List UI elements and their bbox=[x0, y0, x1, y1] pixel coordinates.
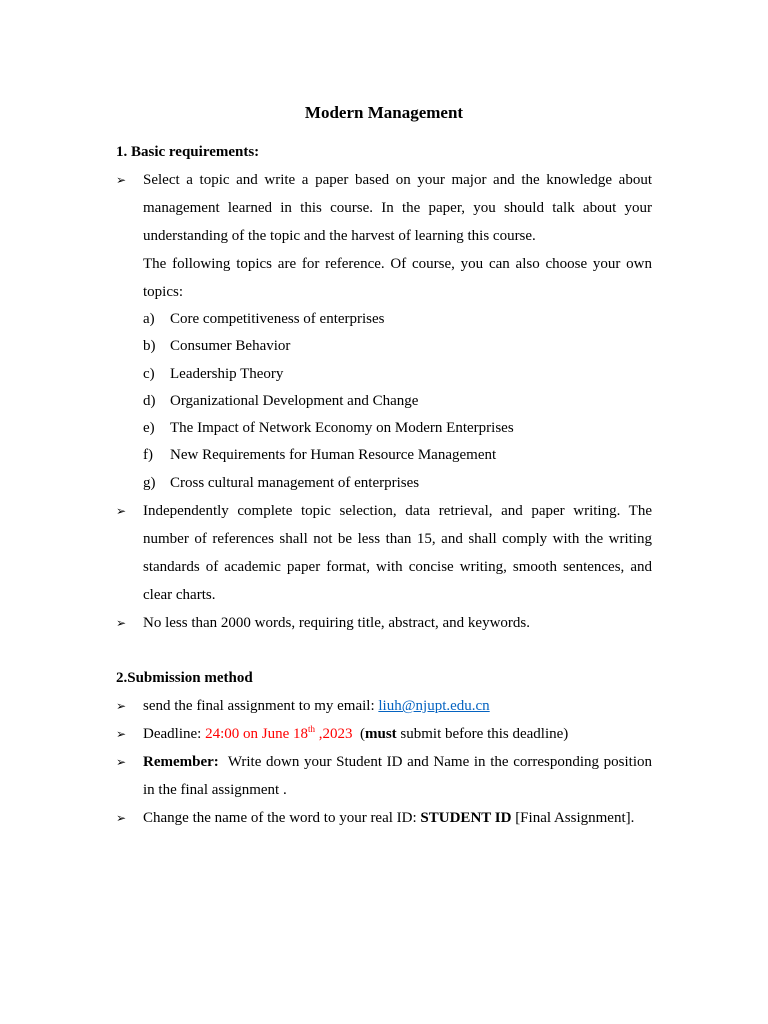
page-title: Modern Management bbox=[304, 103, 464, 122]
remember-text: Write down your Student ID and Name in the corresponding position in the final assignment . bbox=[143, 754, 656, 799]
arrow-bullet-icon: ➢ bbox=[116, 727, 127, 742]
list-item-label: Core competitiveness of enterprises bbox=[170, 311, 385, 327]
topic-list bbox=[143, 306, 652, 497]
arrow-bullet-icon: ➢ bbox=[116, 699, 127, 714]
bullet-item-independent bbox=[116, 497, 652, 609]
arrow-bullet-icon: ➢ bbox=[116, 616, 127, 631]
list-marker: a) bbox=[143, 311, 155, 327]
list-item bbox=[143, 361, 652, 388]
deadline-must: must bbox=[365, 726, 397, 743]
bullet-text bbox=[143, 748, 656, 804]
bullet-text: No less than 2000 words, requiring title, abstract, and keywords. bbox=[143, 615, 531, 632]
bullet-item-remember bbox=[116, 748, 656, 804]
deadline-value: 24:00 on June 18 bbox=[205, 726, 308, 743]
arrow-bullet-icon: ➢ bbox=[116, 755, 127, 770]
arrow-bullet-icon: ➢ bbox=[116, 504, 127, 519]
deadline-year: ,2023 bbox=[315, 726, 353, 743]
bullet-item-deadline bbox=[116, 720, 652, 748]
bullet-item-word-count bbox=[116, 609, 652, 637]
section-spacer bbox=[116, 637, 652, 664]
list-item bbox=[143, 333, 652, 360]
list-marker: f) bbox=[143, 447, 153, 464]
list-item-label: Organizational Development and Change bbox=[170, 392, 419, 409]
list-marker: d) bbox=[143, 392, 156, 409]
list-item-label: Consumer Behavior bbox=[170, 338, 291, 355]
list-marker: c) bbox=[143, 365, 155, 382]
list-marker: e) bbox=[143, 420, 155, 437]
bullet-item-rename bbox=[116, 804, 652, 832]
section-heading-basic-requirements: 1. Basic requirements: bbox=[116, 144, 260, 160]
list-item bbox=[143, 388, 652, 415]
rename-bold: STUDENT ID bbox=[420, 810, 512, 827]
bullet-text bbox=[143, 804, 652, 832]
list-marker: g) bbox=[143, 474, 156, 491]
deadline-label: Deadline: bbox=[143, 726, 206, 743]
email-link[interactable]: liuh@njupt.edu.cn bbox=[378, 698, 490, 715]
deadline-note-open: ( bbox=[352, 726, 365, 743]
bullet-text: Select a topic and write a paper based on your major and the knowledge about management learned in this course. In the paper, you should talk about your understanding of the topic and the harvest of learning this course. bbox=[143, 172, 652, 244]
section-heading-submission-method: 2.Submission method bbox=[116, 670, 253, 687]
list-item bbox=[143, 306, 652, 333]
bullet-item-topic bbox=[116, 166, 652, 497]
arrow-bullet-icon: ➢ bbox=[116, 173, 127, 187]
deadline-note: submit before this deadline) bbox=[396, 726, 569, 743]
list-item-label: New Requirements for Human Resource Management bbox=[170, 447, 497, 464]
rename-prefix: Change the name of the word to your real ID: bbox=[143, 810, 421, 827]
document-body bbox=[116, 138, 656, 832]
bullet-text: Independently complete topic selection, data retrieval, and paper writing. The number of references shall not be less than 15, and shall comply with the writing standards of academic paper format, with concise writing, smooth sentences, and clear charts. bbox=[143, 503, 652, 604]
reference-text: The following topics are for reference. Of course, you can also choose your own topics: bbox=[143, 256, 652, 300]
list-item bbox=[143, 470, 652, 497]
remember-label: Remember: bbox=[143, 754, 219, 771]
bullet-item-email bbox=[116, 692, 652, 720]
arrow-bullet-icon: ➢ bbox=[116, 811, 127, 826]
list-item bbox=[143, 415, 652, 442]
bullet-text bbox=[143, 720, 652, 748]
list-item bbox=[143, 442, 652, 469]
list-item-label: The Impact of Network Economy on Modern Enterprises bbox=[170, 420, 514, 437]
list-item-label: Cross cultural management of enterprises bbox=[170, 474, 420, 491]
deadline-superscript: th bbox=[307, 724, 315, 735]
rename-suffix: [Final Assignment]. bbox=[511, 810, 635, 827]
list-item-label: Leadership Theory bbox=[170, 365, 284, 382]
email-prefix: send the final assignment to my email: bbox=[143, 698, 379, 715]
list-marker: b) bbox=[143, 338, 156, 355]
bullet-text bbox=[143, 692, 652, 720]
